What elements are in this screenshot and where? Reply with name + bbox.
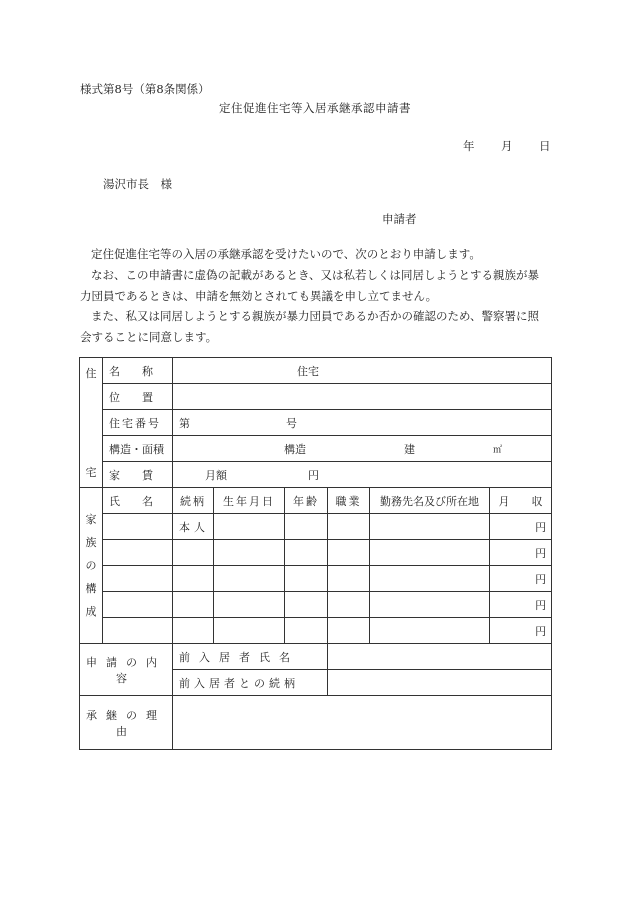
family-relation-cell[interactable]: [173, 540, 214, 566]
paragraph-declaration: なお、この申請書に虚偽の記載があるとき、又は私若しくは同居しようとする親族が暴力団員であるときは、申請を無効とされても異議を申し立てません。: [80, 268, 540, 303]
relation-to-prev-cell[interactable]: [328, 670, 552, 696]
housing-location-cell[interactable]: [173, 384, 552, 410]
family-workplace-cell[interactable]: [370, 618, 490, 644]
family-row-5: [80, 618, 552, 644]
reason-cell[interactable]: [173, 696, 552, 750]
family-relation-cell[interactable]: [173, 592, 214, 618]
family-workplace-cell[interactable]: [370, 566, 490, 592]
date-year: 年: [463, 139, 475, 153]
family-birthdate-cell[interactable]: [214, 514, 285, 540]
family-occupation-cell[interactable]: [328, 514, 370, 540]
col-birthdate-header: 生年月日: [214, 488, 285, 514]
family-group-label: 家 族 の 構 成: [80, 488, 103, 644]
col-workplace-header: 勤務先名及び所在地: [370, 488, 490, 514]
family-workplace-cell[interactable]: [370, 540, 490, 566]
paragraph-consent: また、私又は同居しようとする親族が暴力団員であるか否かの確認のため、警察署に照会することに同意します。: [80, 309, 540, 344]
relation-to-prev-label: 前入居者との続柄: [173, 670, 328, 696]
housing-name-row: [80, 358, 552, 384]
prev-tenant-name-cell[interactable]: [328, 644, 552, 670]
form-number: 様式第8号（第8条関係）: [80, 82, 210, 96]
family-occupation-cell[interactable]: [328, 592, 370, 618]
family-relation-cell[interactable]: [173, 566, 214, 592]
prev-tenant-name-label: 前入居者氏名: [173, 644, 328, 670]
family-birthdate-cell[interactable]: [214, 618, 285, 644]
housing-number-row: [80, 410, 552, 436]
family-birthdate-cell[interactable]: [214, 540, 285, 566]
housing-rent-row: [80, 462, 552, 488]
family-income-cell[interactable]: 円: [490, 592, 552, 618]
family-relation-self: 本人: [173, 514, 214, 540]
col-income-header: 月 収: [490, 488, 552, 514]
housing-number-cell[interactable]: 第 号: [173, 410, 552, 436]
family-birthdate-cell[interactable]: [214, 592, 285, 618]
family-age-cell[interactable]: [285, 514, 328, 540]
housing-rent-cell[interactable]: 月額 円: [173, 462, 552, 488]
family-occupation-cell[interactable]: [328, 566, 370, 592]
family-relation-cell[interactable]: [173, 618, 214, 644]
family-birthdate-cell[interactable]: [214, 566, 285, 592]
family-age-cell[interactable]: [285, 566, 328, 592]
family-income-cell[interactable]: 円: [490, 566, 552, 592]
housing-structure-cell[interactable]: 構造 建 ㎡: [173, 436, 552, 462]
housing-number-label: 住宅番号: [103, 410, 173, 436]
housing-structure-row: [80, 436, 552, 462]
housing-location-label: 位 置: [103, 384, 173, 410]
col-relation-header: 続柄: [173, 488, 214, 514]
col-name-header: 氏 名: [103, 488, 173, 514]
family-income-cell[interactable]: 円: [490, 514, 552, 540]
date-day: 日: [539, 139, 551, 153]
application-row-1: [80, 644, 552, 670]
housing-name-cell[interactable]: 住宅: [173, 358, 552, 384]
reason-row: [80, 696, 552, 750]
family-workplace-cell[interactable]: [370, 514, 490, 540]
family-row-3: [80, 566, 552, 592]
date-month: 月: [501, 139, 513, 153]
family-age-cell[interactable]: [285, 592, 328, 618]
reason-label: 承継の理由: [80, 696, 173, 750]
housing-name-label: 名 称: [103, 358, 173, 384]
family-age-cell[interactable]: [285, 618, 328, 644]
addressee: 湯沢市長 様: [103, 177, 172, 191]
paragraph-request: 定住促進住宅等の入居の承継承認を受けたいので、次のとおり申請します。: [91, 247, 481, 261]
family-income-cell[interactable]: 円: [490, 618, 552, 644]
housing-location-row: [80, 384, 552, 410]
family-header-row: [80, 488, 552, 514]
family-occupation-cell[interactable]: [328, 618, 370, 644]
col-age-header: 年齢: [285, 488, 328, 514]
housing-structure-label: 構造・面積: [103, 436, 173, 462]
family-name-cell[interactable]: [103, 592, 173, 618]
family-income-cell[interactable]: 円: [490, 540, 552, 566]
application-label: 申請の内容: [80, 644, 173, 696]
family-name-cell[interactable]: [103, 514, 173, 540]
family-name-cell[interactable]: [103, 566, 173, 592]
applicant-label: 申請者: [382, 212, 417, 226]
housing-rent-label: 家 賃: [103, 462, 173, 488]
family-name-cell[interactable]: [103, 618, 173, 644]
family-occupation-cell[interactable]: [328, 540, 370, 566]
col-occupation-header: 職業: [328, 488, 370, 514]
family-name-cell[interactable]: [103, 540, 173, 566]
family-workplace-cell[interactable]: [370, 592, 490, 618]
family-row-4: [80, 592, 552, 618]
housing-group-label: 住 宅: [80, 358, 103, 488]
family-age-cell[interactable]: [285, 540, 328, 566]
family-row-2: [80, 540, 552, 566]
family-row-1: [80, 514, 552, 540]
application-table: [79, 357, 552, 750]
document-title: 定住促進住宅等入居承継承認申請書: [219, 101, 411, 115]
date-line: [463, 138, 551, 154]
